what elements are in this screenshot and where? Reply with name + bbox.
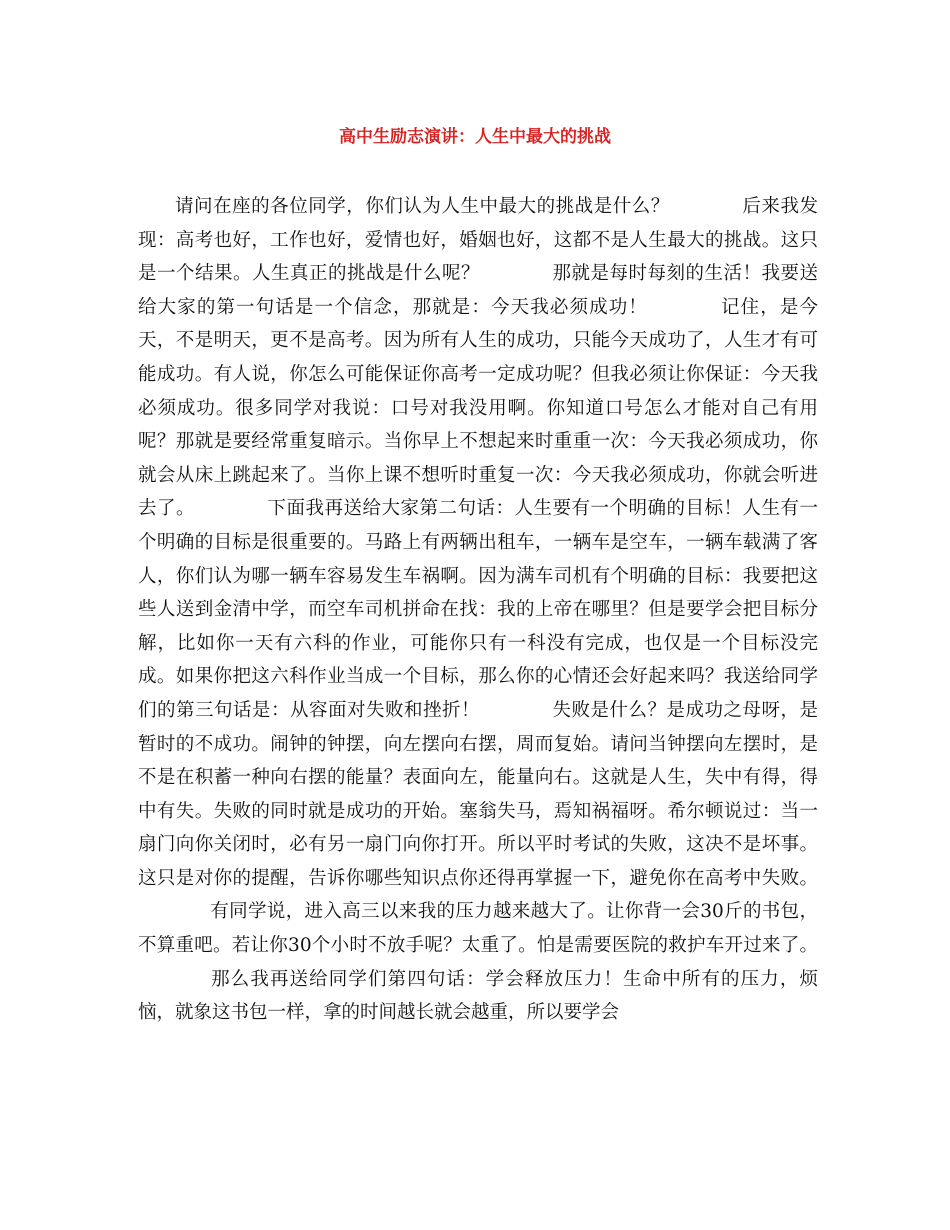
document-body <box>138 190 818 1030</box>
body-segment-3: 那就是每时每刻的生活！我要送给大家的第一句话是一个信念，那就是：今天我必须成功！ <box>138 263 818 318</box>
body-segment-6: 失败是什么？是成功之母呀，是暂时的不成功。闹钟的钟摆，向左摆向右摆，周而复始。请问当钟摆向左摆时，是不是在积蓄一种向右摆的能量？表面向左，能量向右。这就是人生，失中有得，得中有失。失败的同时就是成功的开始。塞翁失马，焉知祸福呀。希尔顿说过：当一扇门向你关闭时，必有另一扇门向你打开。所以平时考试的失败，这决不是坏事。这只是对你的提醒，告诉你哪些知识点你还得再掌握一下，避免你在高考中失败。 <box>138 699 818 889</box>
body-segment-8: 那么我再送给同学们第四句话：学会释放压力！生命中所有的压力，烦恼，就象这书包一样，拿的时间越长就会越重，所以要学会 <box>138 968 818 1024</box>
body-segment-1: 请问在座的各位同学，你们认为人生中最大的挑战是什么？ <box>175 196 670 217</box>
body-segment-5: 下面我再送给大家第二句话：人生要有一个明确的目标！人生有一个明确的目标是很重要的。马路上有两辆出租车，一辆车是空车，一辆车载满了客人，你们认为哪一辆车容易发生车祸啊。因为满车司机有个明确的目标：我要把这些人送到金清中学，而空车司机拼命在找：我的上帝在哪里？但是要学会把目标分解，比如你一天有六科的作业，可能你只有一科没有完成，也仅是一个目标没完成。如果你把这六科作业当成一个目标，那么你的心情还会好起来吗？我送给同学们的第三句话是：从容面对失败和挫折！ <box>138 498 818 721</box>
body-segment-7: 有同学说，进入高三以来我的压力越来越大了。让你背一会30斤的书包，不算重吧。若让你30个小时不放手呢？太重了。怕是需要医院的救护车开过来了。 <box>138 901 818 957</box>
document-title: 高中生励志演讲：人生中最大的挑战 <box>339 127 611 147</box>
body-segment-2: 后来我发现：高考也好，工作也好，爱情也好，婚姻也好，这都不是人生最大的挑战。这只是一个结果。人生真正的挑战是什么呢？ <box>138 196 818 285</box>
body-segment-4: 记住，是今天，不是明天，更不是高考。因为所有人生的成功，只能今天成功了，人生才有可能成功。有人说，你怎么可能保证你高考一定成功呢？但我必须让你保证：今天我必须成功。很多同学对我说：口号对我没用啊。你知道口号怎么才能对自己有用呢？那就是要经常重复暗示。当你早上不想起来时重重一次：今天我必须成功，你就会从床上跳起来了。当你上课不想听时重复一次：今天我必须成功，你就会听进去了。 <box>138 296 818 520</box>
